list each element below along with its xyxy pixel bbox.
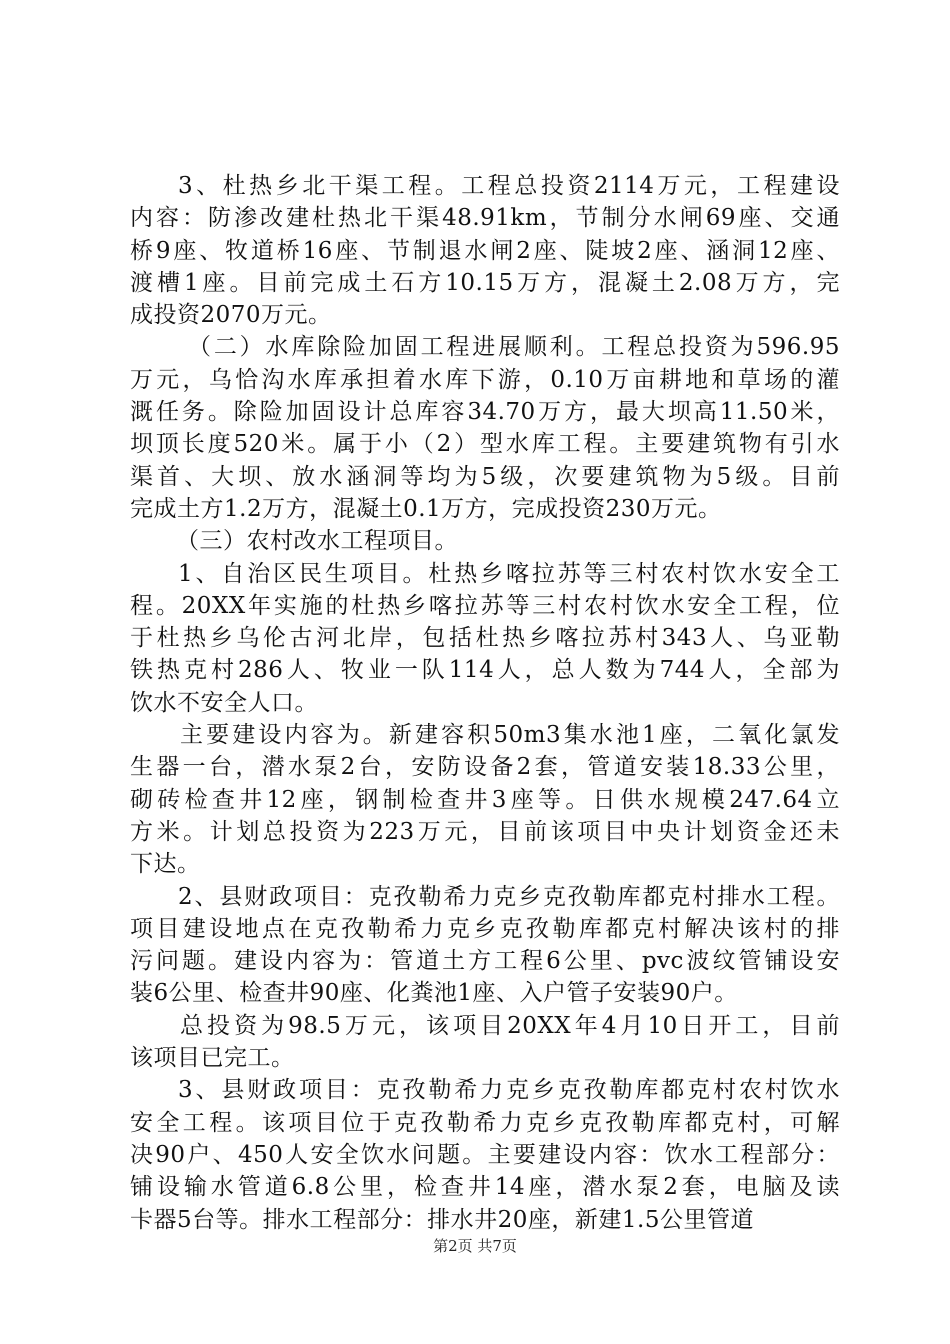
document-body	[130, 170, 840, 1236]
text-line: 总投资为98.5万元，该项目20XX年4月10日开工，目前	[180, 1012, 840, 1039]
text-line: （三）农村改水工程项目。	[176, 528, 458, 555]
paragraph	[130, 881, 840, 1010]
paragraph	[130, 719, 840, 880]
text-line: 桥9座、牧道桥16座、节制退水闸2座、陡坡2座、涵洞12座、	[130, 237, 840, 264]
text-line: 决90户、450人安全饮水问题。主要建设内容：饮水工程部分：	[130, 1141, 840, 1168]
text-line: 1、自治区民生项目。杜热乡喀拉苏等三村农村饮水安全工	[178, 560, 840, 587]
paragraph	[130, 558, 840, 719]
paragraph	[130, 1074, 840, 1235]
text-line: 万元，乌恰沟水库承担着水库下游，0.10万亩耕地和草场的灌	[130, 366, 840, 393]
paragraph	[130, 331, 840, 525]
text-line: 饮水不安全人口。	[130, 689, 318, 716]
text-line: 2、县财政项目：克孜勒希力克乡克孜勒库都克村排水工程。	[178, 883, 840, 910]
text-line: 渡槽1座。目前完成土石方10.15万方，混凝土2.08万方，完	[130, 269, 840, 296]
text-line: （二）水库除险加固工程进展顺利。工程总投资为596.95	[188, 334, 840, 361]
text-line: 主要建设内容为。新建容积50m3集水池1座，二氧化氯发	[180, 722, 840, 749]
text-line: 铺设输水管道6.8公里，检查井14座，潜水泵2套，电脑及读	[130, 1174, 840, 1201]
text-line: 安全工程。该项目位于克孜勒希力克乡克孜勒库都克村，可解	[130, 1109, 840, 1136]
text-line: 于杜热乡乌伦古河北岸，包括杜热乡喀拉苏村343人、乌亚勒	[130, 625, 840, 652]
text-line: 内容：防渗改建杜热北干渠48.91km，节制分水闸69座、交通	[130, 205, 840, 232]
text-line: 该项目已完工。	[130, 1045, 295, 1072]
paragraph	[130, 1010, 840, 1075]
text-line: 污问题。建设内容为：管道土方工程6公里、pvc波纹管铺设安	[130, 948, 840, 975]
text-line: 卡器5台等。排水工程部分：排水井20座，新建1.5公里管道	[130, 1206, 754, 1233]
page-footer: 第2页 共7页	[433, 1237, 517, 1255]
text-line: 成投资2070万元。	[130, 302, 332, 329]
text-line: 渠首、大坝、放水涵洞等均为5级，次要建筑物为5级。目前	[130, 463, 840, 490]
text-line: 下达。	[130, 851, 201, 878]
paragraph	[130, 170, 840, 331]
text-line: 坝顶长度520米。属于小（2）型水库工程。主要建筑物有引水	[130, 431, 840, 458]
text-line: 程。20XX年实施的杜热乡喀拉苏等三村农村饮水安全工程，位	[130, 592, 840, 619]
paragraph	[130, 525, 840, 557]
text-line: 溉任务。除险加固设计总库容34.70万方，最大坝高11.50米，	[130, 399, 840, 426]
text-line: 砌砖检查井12座，钢制检查井3座等。日供水规模247.64立	[130, 786, 840, 813]
text-line: 项目建设地点在克孜勒希力克乡克孜勒库都克村解决该村的排	[130, 915, 840, 942]
text-line: 铁热克村286人、牧业一队114人，总人数为744人，全部为	[130, 657, 840, 684]
text-line: 装6公里、检查井90座、化粪池1座、入户管子安装90户。	[130, 980, 738, 1007]
text-line: 完成土方1.2万方，混凝土0.1万方，完成投资230万元。	[130, 495, 722, 522]
text-line: 方米。计划总投资为223万元，目前该项目中央计划资金还未	[130, 818, 840, 845]
text-line: 3、县财政项目：克孜勒希力克乡克孜勒库都克村农村饮水	[178, 1077, 840, 1104]
text-line: 生器一台，潜水泵2台，安防设备2套，管道安装18.33公里，	[130, 754, 840, 781]
text-line: 3、杜热乡北干渠工程。工程总投资2114万元，工程建设	[178, 173, 840, 199]
